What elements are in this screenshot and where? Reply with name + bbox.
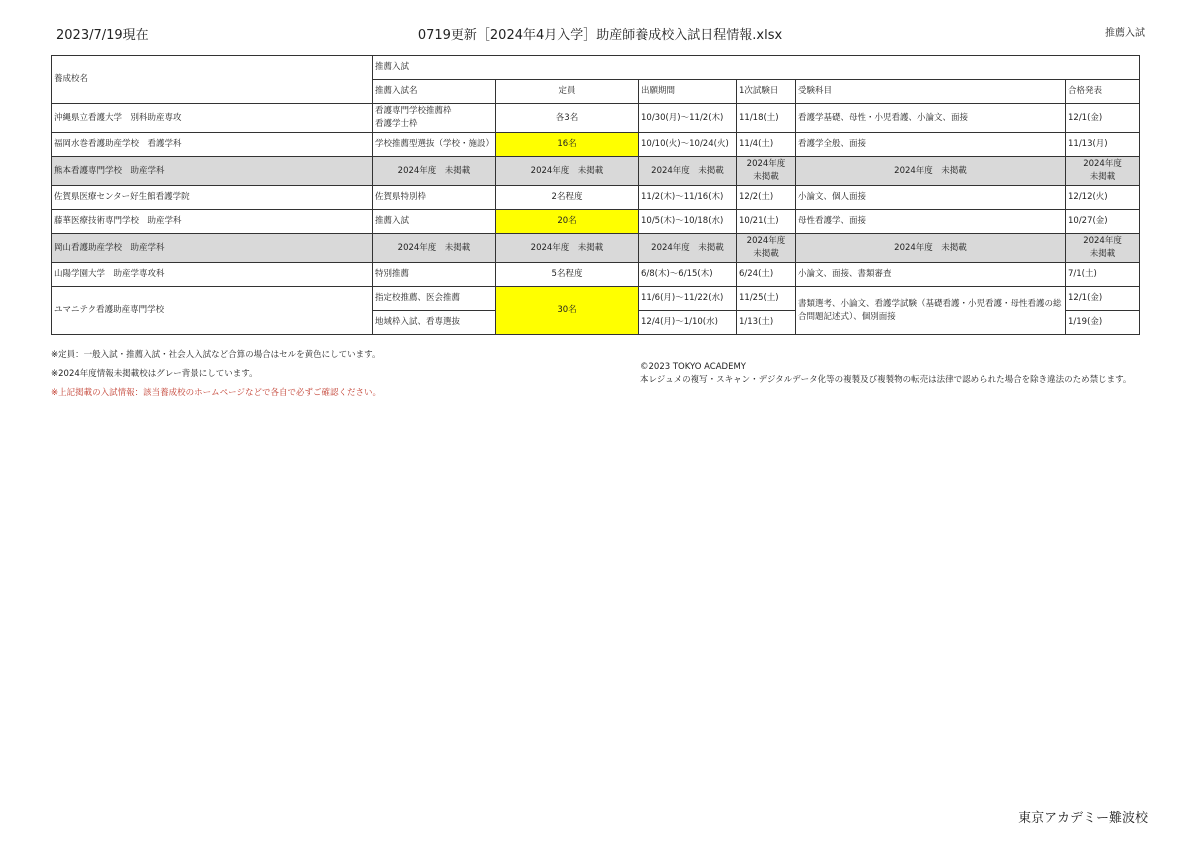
not-listed	[1066, 157, 1140, 186]
table-row	[52, 133, 1140, 157]
not-listed: 2024年度 未掲載	[373, 234, 496, 263]
header-exam-date: 1次試験日	[737, 80, 796, 104]
note-yellow-highlight: ※定員：一般入試・推薦入試・社会人入試など合算の場合はセルを黄色にしています。	[51, 350, 381, 360]
exam-date: 11/18(土)	[737, 104, 796, 133]
school-name: 福岡水巻看護助産学校 看護学科	[52, 133, 373, 157]
table-row	[52, 234, 1140, 263]
exam-name: 地域枠入試、看専選抜	[373, 311, 496, 335]
exam-date: 11/4(土)	[737, 133, 796, 157]
capacity: 16名	[496, 133, 639, 157]
exam-name: 指定校推薦、医会推薦	[373, 287, 496, 311]
not-listed: 2024年度 未掲載	[639, 157, 737, 186]
subjects: 看護学全般、面接	[796, 133, 1066, 157]
note-confirm-warning: ※上記掲載の入試情報：該当養成校のホームページなどで各自で必ずご確認ください。	[51, 388, 381, 398]
header-period: 出願期間	[639, 80, 737, 104]
sheet-tag: 推薦入試	[1105, 28, 1145, 39]
exam-name-line: 看護学士枠	[375, 119, 418, 129]
table-row	[52, 210, 1140, 234]
table-row	[52, 186, 1140, 210]
table-row	[52, 287, 1140, 311]
not-listed: 2024年度 未掲載	[496, 234, 639, 263]
result-date: 1/19(金)	[1066, 311, 1140, 335]
school-name: 沖縄県立看護大学 別科助産専攻	[52, 104, 373, 133]
not-listed: 2024年度 未掲載	[373, 157, 496, 186]
result-date: 12/1(金)	[1066, 287, 1140, 311]
table-row	[52, 104, 1140, 133]
result-date: 11/13(月)	[1066, 133, 1140, 157]
not-listed: 2024年度 未掲載	[796, 234, 1066, 263]
copyright-block	[640, 361, 1131, 387]
capacity: 30名	[496, 287, 639, 335]
subjects: 書類選考、小論文、看護学試験（基礎看護・小児看護・母性看護の総合問題記述式）、個別面接	[796, 287, 1066, 335]
header-subjects: 受験科目	[796, 80, 1066, 104]
exam-date: 6/24(土)	[737, 263, 796, 287]
not-listed-line: 未掲載	[753, 172, 779, 182]
exam-date: 10/21(土)	[737, 210, 796, 234]
not-listed-line: 2024年度	[1083, 236, 1122, 246]
subjects: 看護学基礎、母性・小児看護、小論文、面接	[796, 104, 1066, 133]
not-listed-line: 未掲載	[1089, 172, 1116, 182]
exam-name: 佐賀県特別枠	[373, 186, 496, 210]
not-listed	[737, 234, 796, 263]
subjects: 母性看護学、面接	[796, 210, 1066, 234]
capacity: 5名程度	[496, 263, 639, 287]
school-name: 藤華医療技術専門学校 助産学科	[52, 210, 373, 234]
subjects: 小論文、個人面接	[796, 186, 1066, 210]
not-listed-line: 未掲載	[1089, 249, 1116, 259]
application-period: 6/8(木)～6/15(木)	[639, 263, 737, 287]
result-date: 12/12(火)	[1066, 186, 1140, 210]
table-row	[52, 263, 1140, 287]
as-of-date: 2023/7/19現在	[56, 28, 149, 43]
not-listed-line: 未掲載	[753, 249, 779, 259]
note-gray-background: ※2024年度情報未掲載校はグレー背景にしています。	[51, 369, 258, 379]
header-result: 合格発表	[1066, 80, 1140, 104]
exam-date: 11/25(土)	[737, 287, 796, 311]
capacity: 20名	[496, 210, 639, 234]
not-listed-line: 2024年度	[746, 159, 786, 169]
school-name: 岡山看護助産学校 助産学科	[52, 234, 373, 263]
not-listed	[1066, 234, 1140, 263]
header-group-cell: 推薦入試	[373, 56, 1140, 80]
copyright-line: ©2023 TOKYO ACADEMY	[640, 362, 746, 372]
exam-name	[373, 104, 496, 133]
school-name: 山陽学園大学 助産学専攻科	[52, 263, 373, 287]
school-name: 熊本看護専門学校 助産学科	[52, 157, 373, 186]
exam-name: 学校推薦型選抜（学校・施設）	[373, 133, 496, 157]
application-period: 10/30(月)～11/2(木)	[639, 104, 737, 133]
application-period: 12/4(月)～1/10(水)	[639, 311, 737, 335]
result-date: 7/1(土)	[1066, 263, 1140, 287]
header-school-cell: 養成校名	[52, 56, 373, 104]
capacity: 各3名	[496, 104, 639, 133]
not-listed-line: 2024年度	[746, 236, 786, 246]
capacity: 2名程度	[496, 186, 639, 210]
exam-name: 推薦入試	[373, 210, 496, 234]
exam-date: 12/2(土)	[737, 186, 796, 210]
copyright-notice: 本レジュメの複写・スキャン・デジタルデータ化等の複製及び複製物の転売は法律で認められた場合を除き違法のため禁じます。	[640, 375, 1132, 385]
header-row-group	[52, 56, 1140, 80]
application-period: 10/10(火)～10/24(火)	[639, 133, 737, 157]
not-listed: 2024年度 未掲載	[796, 157, 1066, 186]
header-exam-name: 推薦入試名	[373, 80, 496, 104]
school-name: ユマニテク看護助産専門学校	[52, 287, 373, 335]
application-period: 10/5(木)～10/18(水)	[639, 210, 737, 234]
not-listed-line: 2024年度	[1083, 159, 1122, 169]
not-listed	[737, 157, 796, 186]
exam-date: 1/13(土)	[737, 311, 796, 335]
result-date: 10/27(金)	[1066, 210, 1140, 234]
not-listed: 2024年度 未掲載	[639, 234, 737, 263]
document-title: 0719更新［2024年4月入学］助産師養成校入試日程情報.xlsx	[417, 28, 783, 43]
schedule-table	[51, 55, 1140, 335]
application-period: 11/2(木)～11/16(木)	[639, 186, 737, 210]
footer-branch: 東京アカデミー難波校	[1018, 811, 1148, 826]
application-period: 11/6(月)～11/22(水)	[639, 287, 737, 311]
result-date: 12/1(金)	[1066, 104, 1140, 133]
school-name: 佐賀県医療センター好生館看護学院	[52, 186, 373, 210]
exam-name-line: 看護専門学校推薦枠	[375, 106, 452, 116]
table-row	[52, 157, 1140, 186]
header-capacity: 定員	[496, 80, 639, 104]
not-listed: 2024年度 未掲載	[496, 157, 639, 186]
subjects: 小論文、面接、書類審査	[796, 263, 1066, 287]
exam-name: 特別推薦	[373, 263, 496, 287]
